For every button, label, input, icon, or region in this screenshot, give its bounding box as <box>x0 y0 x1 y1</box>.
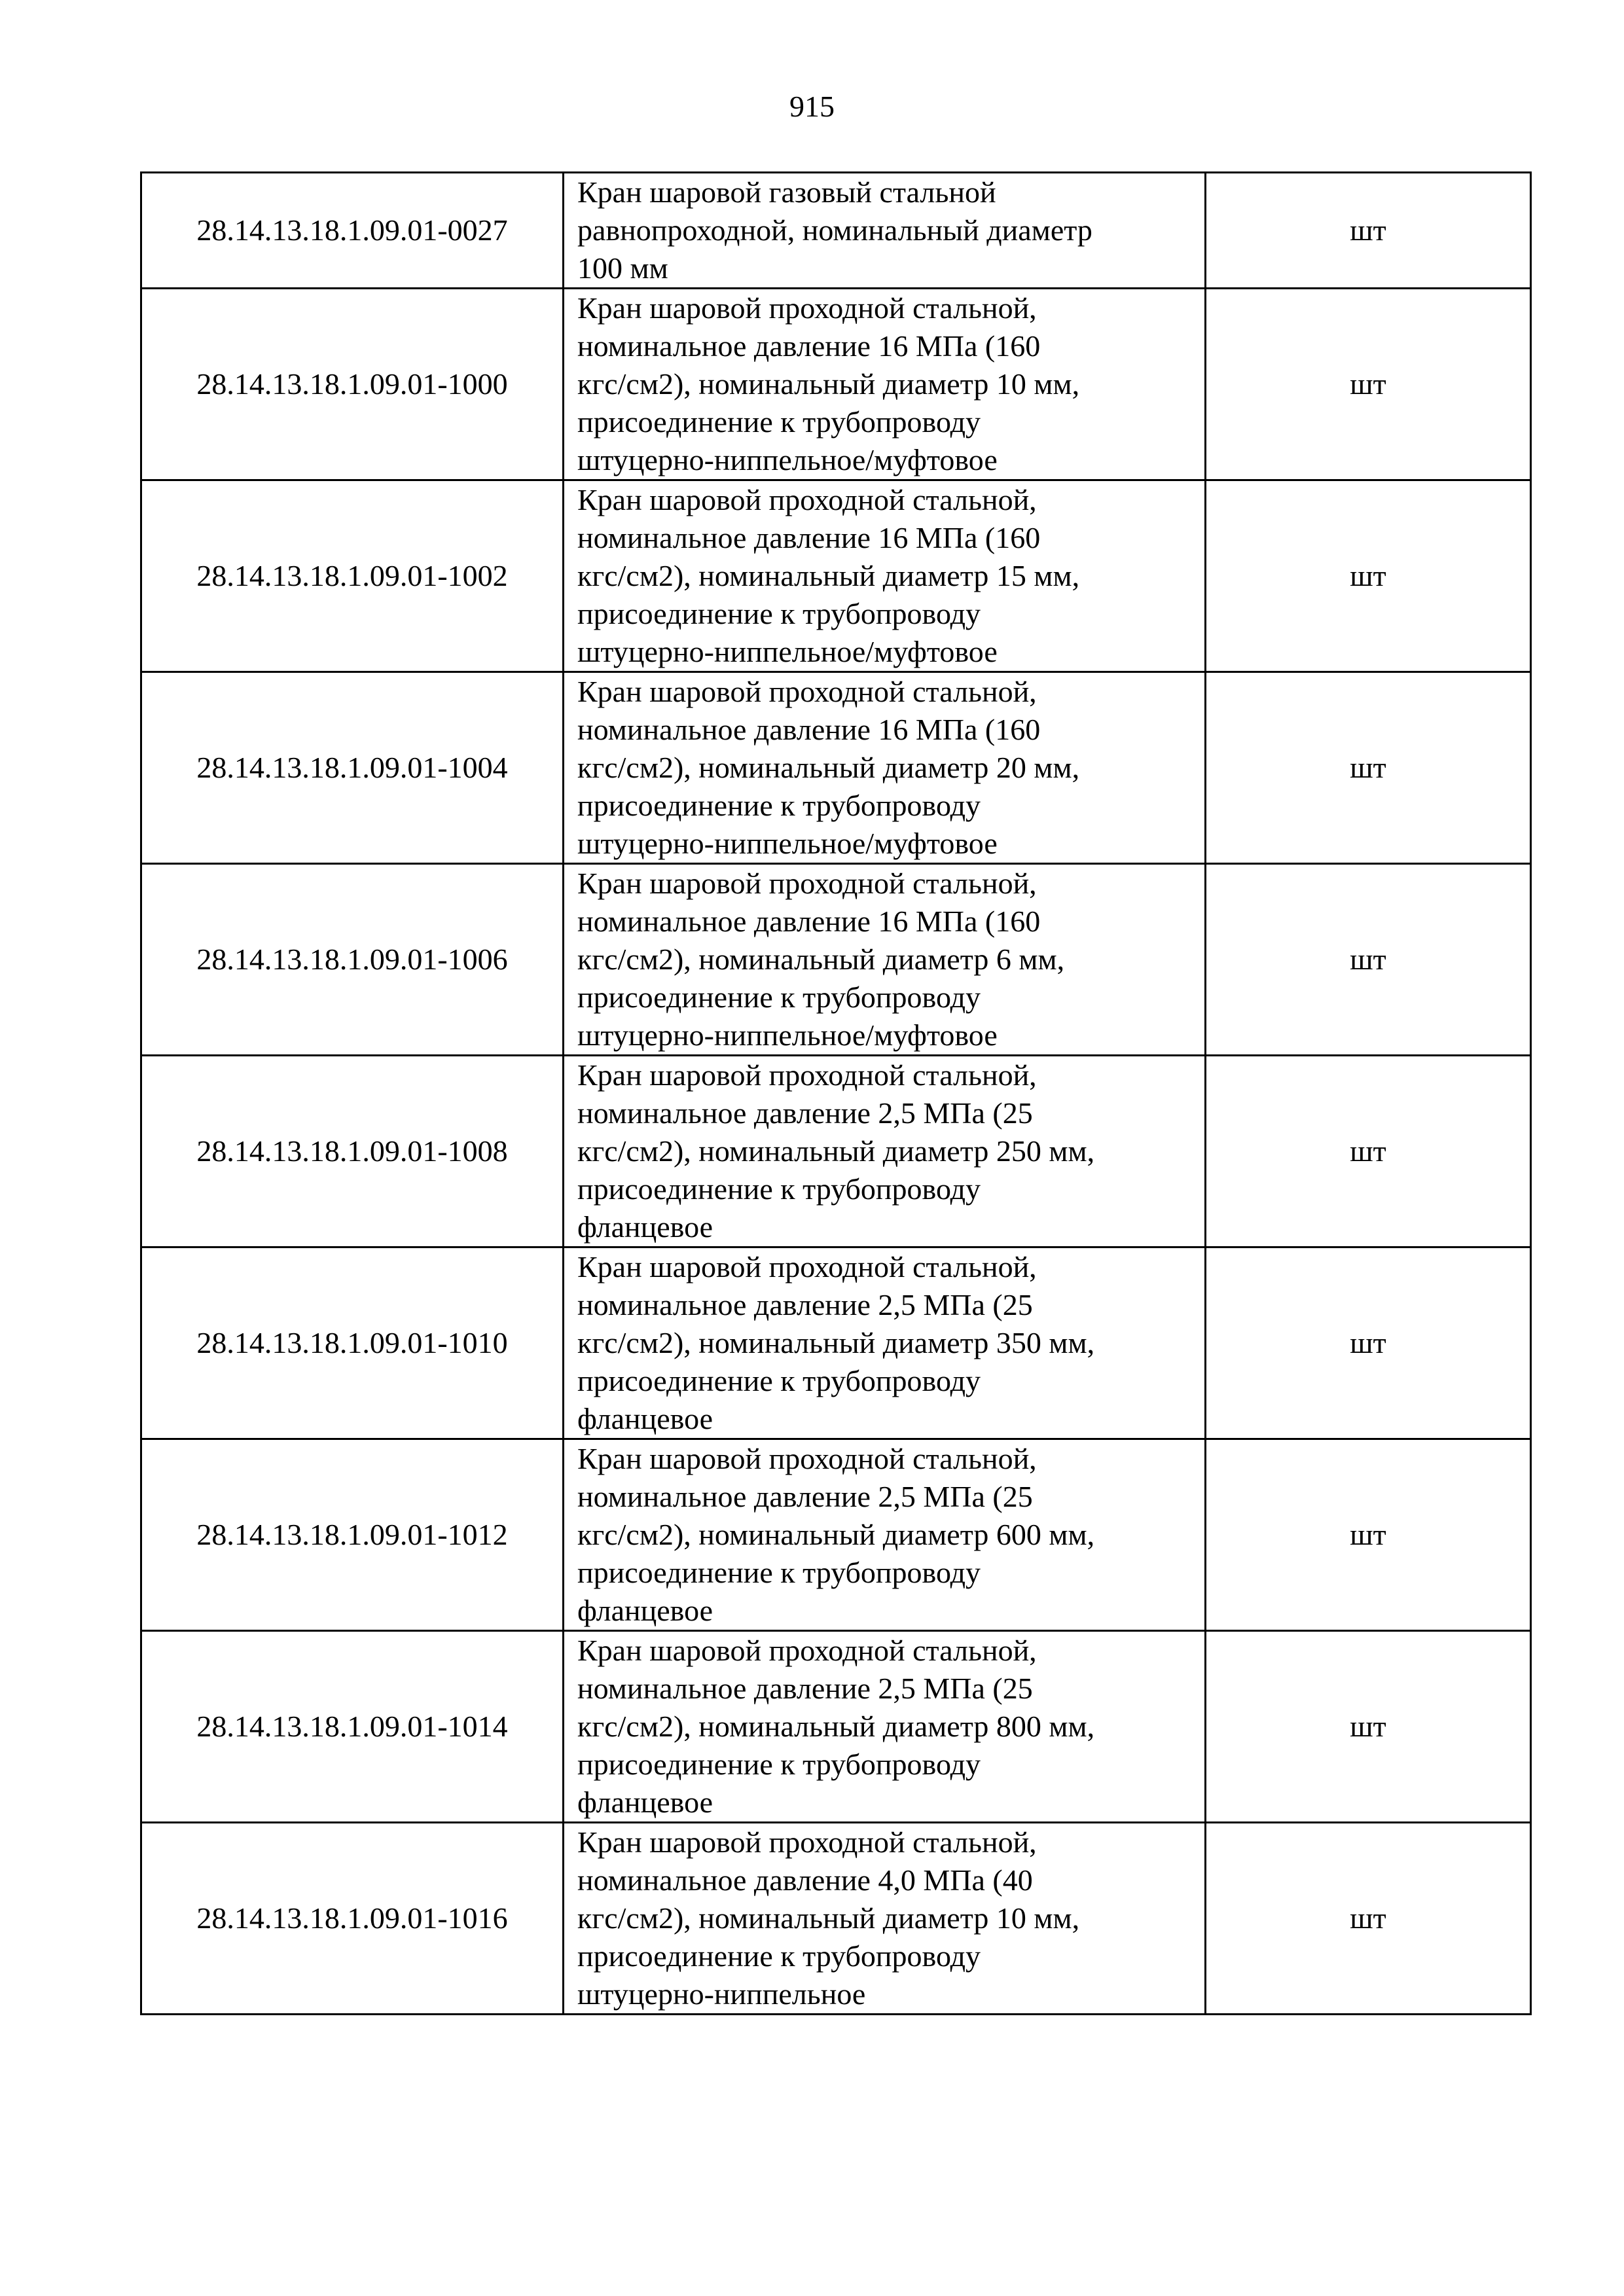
description-line: равнопроходной, номинальный диаметр <box>577 213 1092 247</box>
description-line: штуцерно-ниппельное/муфтовое <box>577 827 998 860</box>
resource-code-cell: 28.14.13.18.1.09.01-1000 <box>141 289 564 480</box>
description-line: 100 мм <box>577 251 668 285</box>
description-line: Кран шаровой газовый стальной <box>577 175 996 209</box>
description-line: присоединение к трубопроводу <box>577 597 981 630</box>
unit-cell: шт <box>1206 1439 1531 1631</box>
description-line: фланцевое <box>577 1785 713 1819</box>
description-line: номинальное давление 16 МПа (160 <box>577 713 1041 746</box>
resource-code-cell: 28.14.13.18.1.09.01-1004 <box>141 672 564 864</box>
description-line: фланцевое <box>577 1594 713 1627</box>
description-line: штуцерно-ниппельное <box>577 1977 866 2011</box>
description-line: номинальное давление 16 МПа (160 <box>577 905 1041 938</box>
resource-table <box>140 171 1532 2015</box>
resource-code-cell: 28.14.13.18.1.09.01-1002 <box>141 480 564 672</box>
table-row <box>141 672 1531 864</box>
description-line: присоединение к трубопроводу <box>577 789 981 822</box>
description-line: номинальное давление 16 МПа (160 <box>577 521 1041 554</box>
unit-cell: шт <box>1206 480 1531 672</box>
description-line: присоединение к трубопроводу <box>577 1939 981 1973</box>
unit-cell: шт <box>1206 1823 1531 2015</box>
description-line: номинальное давление 2,5 МПа (25 <box>577 1480 1033 1513</box>
table-row <box>141 1439 1531 1631</box>
unit-cell: шт <box>1206 1631 1531 1823</box>
unit-cell: шт <box>1206 672 1531 864</box>
table-row <box>141 1247 1531 1439</box>
resource-code-cell: 28.14.13.18.1.09.01-1010 <box>141 1247 564 1439</box>
description-line: кгс/см2), номинальный диаметр 10 мм, <box>577 1901 1080 1935</box>
description-line: номинальное давление 2,5 МПа (25 <box>577 1288 1033 1321</box>
description-line: номинальное давление 2,5 МПа (25 <box>577 1096 1033 1130</box>
resource-code-cell: 28.14.13.18.1.09.01-1014 <box>141 1631 564 1823</box>
description-line: Кран шаровой проходной стальной, <box>577 1442 1037 1475</box>
resource-description-cell <box>564 864 1206 1056</box>
resource-description-cell <box>564 672 1206 864</box>
description-line: присоединение к трубопроводу <box>577 1364 981 1397</box>
resource-description-cell <box>564 1247 1206 1439</box>
description-line: присоединение к трубопроводу <box>577 1556 981 1589</box>
description-line: кгс/см2), номинальный диаметр 600 мм, <box>577 1518 1095 1551</box>
table-row <box>141 1056 1531 1247</box>
description-line: Кран шаровой проходной стальной, <box>577 1058 1037 1092</box>
table-row <box>141 173 1531 289</box>
resource-description-cell <box>564 289 1206 480</box>
description-line: Кран шаровой проходной стальной, <box>577 1825 1037 1859</box>
description-line: штуцерно-ниппельное/муфтовое <box>577 1018 998 1052</box>
description-line: фланцевое <box>577 1402 713 1435</box>
resource-description-cell <box>564 173 1206 289</box>
resource-code-cell: 28.14.13.18.1.09.01-0027 <box>141 173 564 289</box>
description-line: номинальное давление 4,0 МПа (40 <box>577 1863 1033 1897</box>
description-line: штуцерно-ниппельное/муфтовое <box>577 443 998 476</box>
description-line: Кран шаровой проходной стальной, <box>577 1634 1037 1667</box>
table-body <box>141 173 1531 2015</box>
description-line: присоединение к трубопроводу <box>577 1748 981 1781</box>
table-row <box>141 864 1531 1056</box>
description-line: кгс/см2), номинальный диаметр 10 мм, <box>577 367 1080 401</box>
unit-cell: шт <box>1206 1056 1531 1247</box>
unit-cell: шт <box>1206 173 1531 289</box>
description-line: присоединение к трубопроводу <box>577 405 981 439</box>
description-line: штуцерно-ниппельное/муфтовое <box>577 635 998 668</box>
description-line: кгс/см2), номинальный диаметр 250 мм, <box>577 1134 1095 1168</box>
description-line: присоединение к трубопроводу <box>577 980 981 1014</box>
page-number: 915 <box>789 90 835 123</box>
description-line: номинальное давление 2,5 МПа (25 <box>577 1672 1033 1705</box>
description-line: Кран шаровой проходной стальной, <box>577 1250 1037 1283</box>
table-row <box>141 289 1531 480</box>
description-line: номинальное давление 16 МПа (160 <box>577 329 1041 363</box>
resource-description-cell <box>564 1823 1206 2015</box>
table-row <box>141 1631 1531 1823</box>
description-line: кгс/см2), номинальный диаметр 6 мм, <box>577 942 1065 976</box>
resource-description-cell <box>564 1439 1206 1631</box>
description-line: кгс/см2), номинальный диаметр 20 мм, <box>577 751 1080 784</box>
table-row <box>141 1823 1531 2015</box>
table-row <box>141 480 1531 672</box>
description-line: Кран шаровой проходной стальной, <box>577 483 1037 516</box>
unit-cell: шт <box>1206 864 1531 1056</box>
description-line: Кран шаровой проходной стальной, <box>577 291 1037 325</box>
unit-cell: шт <box>1206 289 1531 480</box>
description-line: кгс/см2), номинальный диаметр 15 мм, <box>577 559 1080 592</box>
description-line: кгс/см2), номинальный диаметр 350 мм, <box>577 1326 1095 1359</box>
description-line: кгс/см2), номинальный диаметр 800 мм, <box>577 1710 1095 1743</box>
description-line: фланцевое <box>577 1210 713 1244</box>
description-line: присоединение к трубопроводу <box>577 1172 981 1206</box>
description-line: Кран шаровой проходной стальной, <box>577 867 1037 900</box>
resource-description-cell <box>564 480 1206 672</box>
description-line: Кран шаровой проходной стальной, <box>577 675 1037 708</box>
resource-description-cell <box>564 1056 1206 1247</box>
resource-description-cell <box>564 1631 1206 1823</box>
unit-cell: шт <box>1206 1247 1531 1439</box>
resource-code-cell: 28.14.13.18.1.09.01-1016 <box>141 1823 564 2015</box>
resource-code-cell: 28.14.13.18.1.09.01-1008 <box>141 1056 564 1247</box>
resource-code-cell: 28.14.13.18.1.09.01-1006 <box>141 864 564 1056</box>
resource-code-cell: 28.14.13.18.1.09.01-1012 <box>141 1439 564 1631</box>
